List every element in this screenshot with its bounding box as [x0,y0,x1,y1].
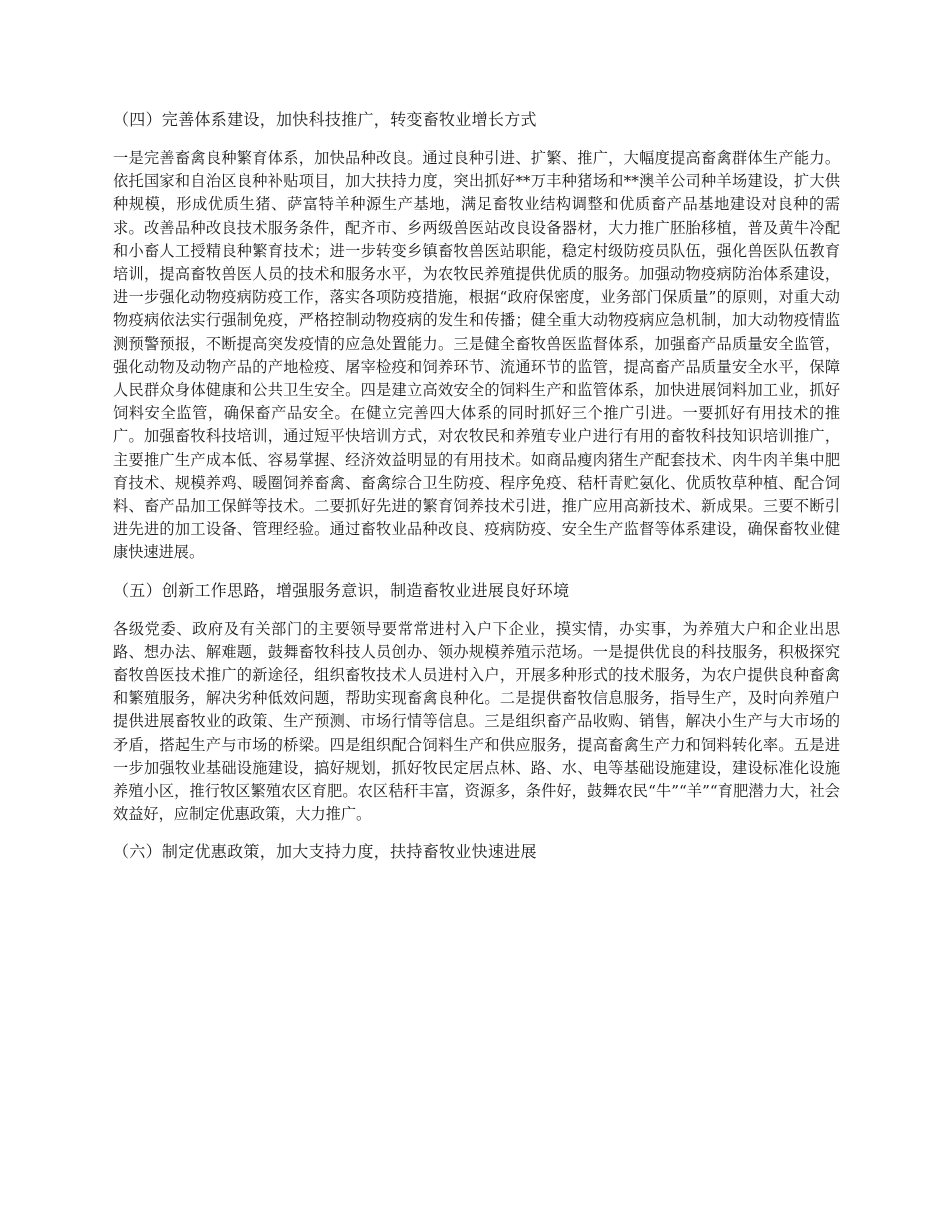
document-page [113,108,840,879]
section-heading-6: （六）制定优惠政策，加大支持力度，扶持畜牧业快速进展 [113,842,537,862]
section-heading-5: （五）创新工作思路，增强服务意识，制造畜牧业进展良好环境 [113,580,570,600]
section-heading-4: （四）完善体系建设，加快科技推广，转变畜牧业增长方式 [113,110,537,129]
section-paragraph-5: 各级党委、政府及有关部门的主要领导要常常进村入户下企业，摸实情，办实事，为养殖大户和企业出思路、想办法、解难题，鼓舞畜牧科技人员创办、领办规模养殖示范场。一是提供优良的科技服务，积极探究畜牧兽医技术推广的新途径，组织畜牧技术人员进村入户，开展多种形式的技术服务，为农户提供良种畜禽和繁殖服务，解决劣种低效问题，帮助实现畜禽良种化。二是提供畜牧信息服务，指导生产，及时向养殖户提供进展畜牧业的政策、生产预测、市场行情等信息。三是组织畜产品收购、销售，解决小生产与大市场的矛盾，搭起生产与市场的桥梁。四是组织配合饲料生产和供应服务，提高畜禽生产力和饲料转化率。五是进一步加强牧业基础设施建设，搞好规划，抓好牧民定居点林、路、水、电等基础设施建设，建设标准化设施养殖小区，推行牧区繁殖农区育肥。农区秸秆丰富，资源多，条件好，鼓舞农民“牛”“羊”“育肥潜力大，社会效益好，应制定优惠政策，大力推广。 [113,619,840,824]
section-paragraph-4: 一是完善畜禽良种繁育体系，加快品种改良。通过良种引进、扩繁、推广，大幅度提高畜禽群体生产能力。依托国家和自治区良种补贴项目，加大扶持力度，突出抓好**万丰种猪场和**澳羊公司种羊场建设，扩大供种规模，形成优质生猪、萨富特羊种源生产基地，满足畜牧业结构调整和优质畜产品基地建设对良种的需求。改善品种改良技术服务条件，配齐市、乡两级兽医站改良设备器材，大力推广胚胎移植，普及黄牛冷配和小畜人工授精良种繁育技术；进一步转变乡镇畜牧兽医站职能，稳定村级防疫员队伍，强化兽医队伍教育培训，提高畜牧兽医人员的技术和服务水平，为农牧民养殖提供优质的服务。加强动物疫病防治体系建设，进一步强化动物疫病防疫工作，落实各项防疫措施，根据“政府保密度，业务部门保质量”的原则，对重大动物疫病依法实行强制免疫，严格控制动物疫病的发生和传播；健全重大动物疫病应急机制，加大动物疫情监测预警预报，不断提高突发疫情的应急处置能力。三是健全畜牧兽医监督体系，加强畜产品质量安全监管，强化动物及动物产品的产地检疫、屠宰检疫和饲养环节、流通环节的监管，提高畜产品质量安全水平，保障人民群众身体健康和公共卫生安全。四是建立高效安全的饲料生产和监管体系，加快进展饲料加工业，抓好饲料安全监管，确保畜产品安全。在健立完善四大体系的同时抓好三个推广引进。一要抓好有用技术的推广。加强畜牧科技培训，通过短平快培训方式，对农牧民和养殖专业户进行有用的畜牧科技知识培训推广，主要推广生产成本低、容易掌握、经济效益明显的有用技术。如商品瘦肉猪生产配套技术、肉牛肉羊集中肥育技术、规模养鸡、暖圈饲养畜禽、畜禽综合卫生防疫、程序免疫、秸杆青贮氨化、优质牧草种植、配合饲料、畜产品加工保鲜等技术。二要抓好先进的繁育饲养技术引进，推广应用高新技术、新成果。三要不断引进先进的加工设备、管理经验。通过畜牧业品种改良、疫病防疫、安全生产监督等体系建设，确保畜牧业健康快速进展。 [113,149,840,562]
